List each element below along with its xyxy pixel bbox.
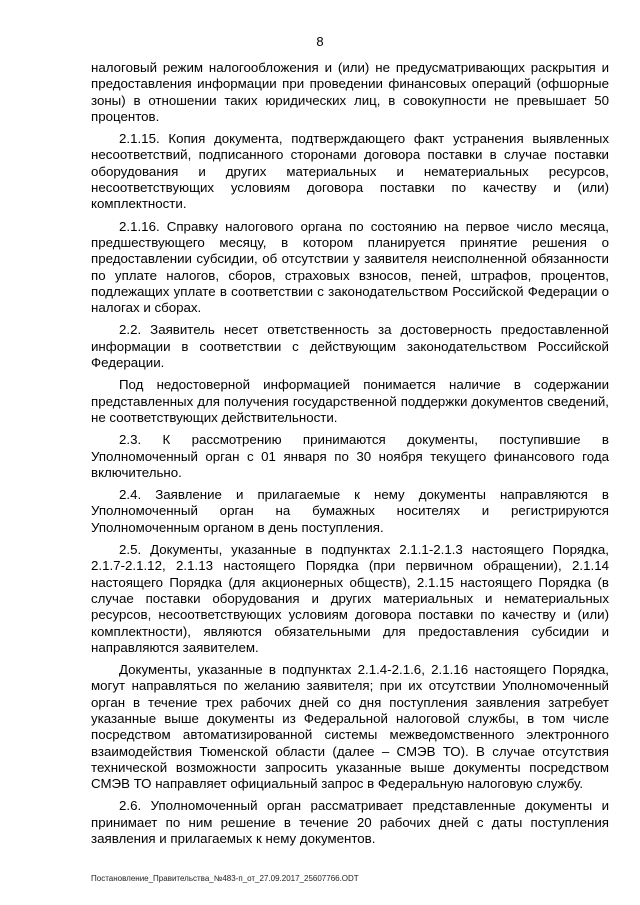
page-number: 8: [316, 34, 324, 49]
document-body: [91, 60, 609, 853]
footer-filename: Постановление_Правительства_№483-п_от_27.09.2017_25607766.ODT: [91, 874, 359, 883]
paragraph-2-1-16: 2.1.16. Справку налогового органа по состоянию на первое число месяца, предшествующего месяцу, в котором планируется принятие решения о предоставлении субсидии, об отсутствии у заявителя неисполненной обязанности по уплате налогов, сборов, страховых взносов, пеней, штрафов, процентов, подлежащих уплате в соответствии с законодательством Российской Федерации о налогах и сборах.: [91, 218, 609, 316]
paragraph-optional-documents: Документы, указанные в подпунктах 2.1.4-2.1.6, 2.1.16 настоящего Порядка, могут направляться по желанию заявителя; при их отсутствии Уполномоченный орган в течение трех рабочих дней со дня поступления заявления затребует указанные выше документы из Федеральной налоговой службы, в том числе посредством автоматизированной системы межведомственного электронного взаимодействия Тюменской области (далее – СМЭВ ТО). В случае отсутствия технической возможности запросить указанные выше документы посредством СМЭВ ТО направляет официальный запрос в Федеральную налоговую службу.: [91, 662, 609, 792]
paragraph-2-4: 2.4. Заявление и прилагаемые к нему документы направляются в Уполномоченный орган на бумажных носителях и регистрируются Уполномоченным органом в день поступления.: [91, 487, 609, 535]
paragraph-2-3: 2.3. К рассмотрению принимаются документы, поступившие в Уполномоченный орган с 01 января по 30 ноября текущего финансового года включительно.: [91, 432, 609, 480]
paragraph-2-2: 2.2. Заявитель несет ответственность за достоверность предоставленной информации в соответствии с действующим законодательством Российской Федерации.: [91, 322, 609, 371]
paragraph-2-6: 2.6. Уполномоченный орган рассматривает представленные документы и принимает по ним решение в течение 20 рабочих дней с даты поступления заявления и прилагаемых к нему документов.: [91, 798, 609, 847]
paragraph-2-5: 2.5. Документы, указанные в подпунктах 2.1.1-2.1.3 настоящего Порядка, 2.1.7-2.1.12, 2.1.13 настоящего Порядка (при первичном обращении), 2.1.14 настоящего Порядка (для акционерных обществ), 2.1.15 настоящего Порядка (в случае поставки оборудования и других материальных и нематериальных ресурсов, несоответствующих условиям договора поставки по качеству и (или) комплектности), являются обязательными для предоставления субсидии и направляются заявителем.: [91, 542, 609, 655]
paragraph-unreliable-info: Под недостоверной информацией понимается наличие в содержании представленных для получения государственной поддержки документов сведений, не соответствующих действительности.: [91, 377, 609, 425]
paragraph-offshore-continuation: налоговый режим налогообложения и (или) не предусматривающих раскрытия и предоставления информации при проведении финансовых операций (офшорные зоны) в отношении таких юридических лиц, в совокупности не превышает 50 процентов.: [91, 60, 609, 124]
paragraph-2-1-15: 2.1.15. Копия документа, подтверждающего факт устранения выявленных несоответствий, подписанного сторонами договора поставки в случае поставки оборудования и других материальных и нематериальных ресурсов, несоответствующих условиям договора поставки по качеству и (или) комплектности.: [91, 131, 609, 212]
